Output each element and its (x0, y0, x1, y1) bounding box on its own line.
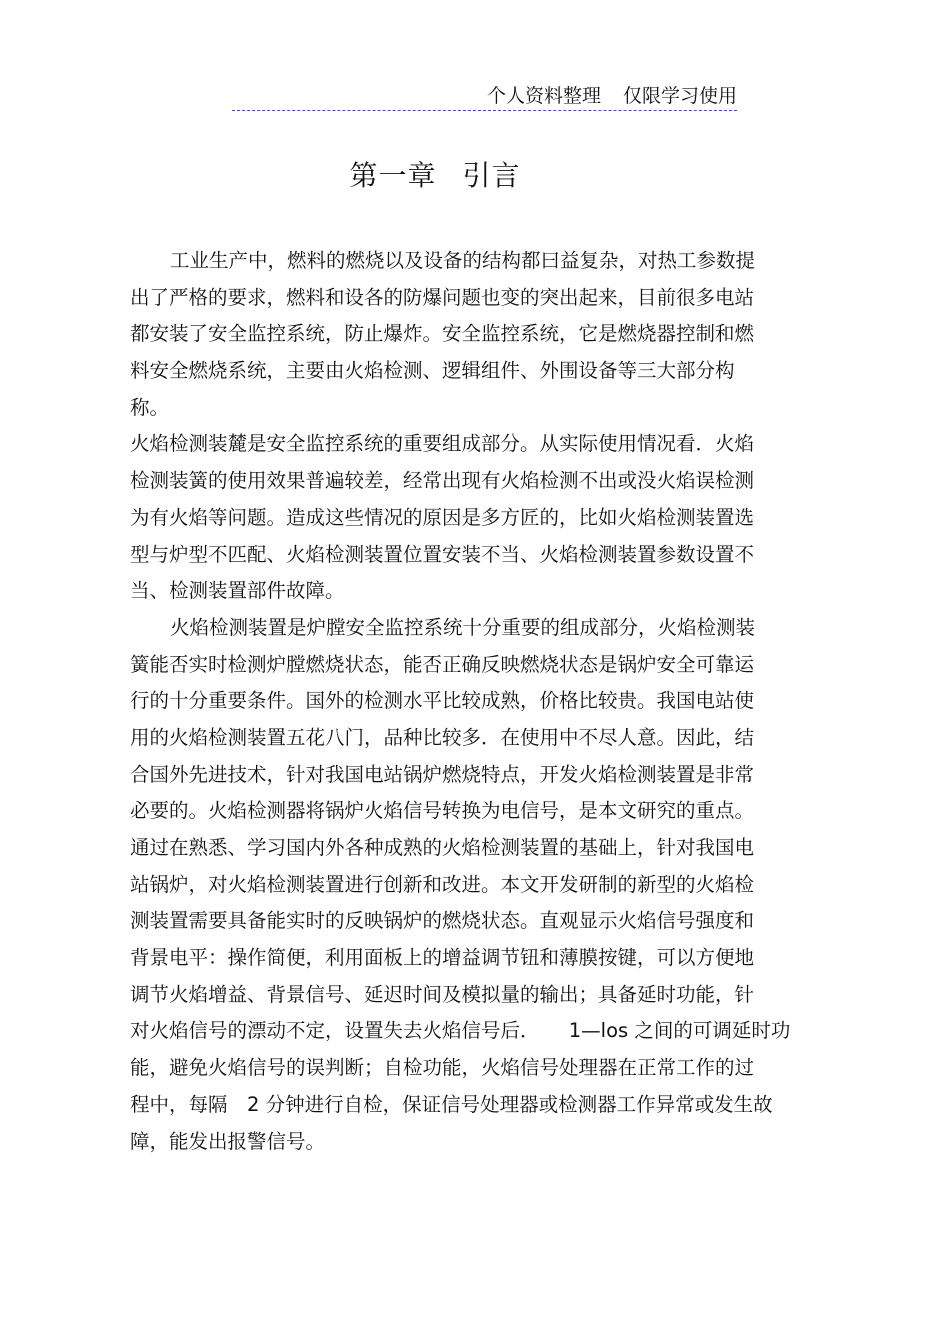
text-line: 出了严格的要求，燃料和设各的防爆问题也变的突出起来，目前很多电站 (130, 285, 755, 309)
chapter-number: 第一章 (349, 159, 437, 192)
text-line: 型与炉型不匹配、火焰检测装置位置安装不当、火焰检测装置参数设置不 (130, 542, 755, 566)
text-line: 行的十分重要条件。国外的检测水平比较成熟，价格比较贵。我国电站使 (130, 689, 755, 713)
text-line: 为有火焰等问题。造成这些情况的原因是多方匠的，比如火焰检测装置选 (130, 505, 755, 529)
chapter-name: 引言 (462, 159, 521, 192)
text-line: 工业生产中，燃料的燃烧以及设备的结构都曰益复杂，对热工参数提 (170, 249, 756, 272)
text-line: 能，避免火焰信号的误判断；自检功能，火焰信号处理器在正常工作的过 (130, 1056, 755, 1080)
text-line: 料安全燃烧系统，主要由火焰检测、逻辑组件、外围设备等三大部分构 (130, 359, 735, 383)
text-line: 都安装了安全监控系统，防止爆炸。安全监控系统，它是燃烧器控制和燃 (130, 322, 755, 346)
text-line: 必要的。火焰检测器将锅炉火焰信号转换为电信号，是本文研究的重点。 (130, 799, 755, 823)
text-line: 检测装簧的使用效果普遍较差，经常出现有火焰检测不出或没火焰误检测 (130, 469, 755, 493)
text-line: 障，能发出报警信号。 (130, 1129, 326, 1153)
text-line: 站锅炉，对火焰检测装置进行创新和改进。本文开发研制的新型的火焰检 (130, 872, 755, 896)
chapter-title (0, 156, 870, 196)
text-line: 调节火焰增益、背景信号、延迟时间及模拟量的输出；具备延时功能，针 (130, 982, 755, 1006)
text-line: 对火焰信号的漂动不定，设置失去火焰信号后． 1—los 之间的可调延时功 (130, 1019, 791, 1043)
text-line: 当、检测装置部件故障。 (130, 579, 345, 603)
text-line: 通过在熟悉、学习国内外各种成熟的火焰检测装置的基础上，针对我国电 (130, 836, 755, 859)
header-right-text: 仅限学习使用 (622, 85, 737, 107)
text-line: 称。 (130, 395, 170, 419)
header-left-text: 个人资料整理 (486, 85, 601, 107)
text-line: 火焰检测装麓是安全监控系统的重要组成部分。从实际使用情况看．火焰 (130, 432, 755, 456)
text-line: 测装置需要具备能实时的反映锅炉的燃烧状态。直观显示火焰信号强度和 (130, 909, 755, 933)
body-text (130, 243, 835, 1160)
text-line: 火焰检测装置是炉膛安全监控系统十分重要的组成部分，火焰检测装 (170, 615, 756, 639)
text-line: 簧能否实时检测炉膛燃烧状态，能否正确反映燃烧状态是锅炉安全可靠运 (130, 652, 755, 676)
page-header (232, 84, 737, 111)
text-line: 合国外先进技术，针对我国电站锅炉燃烧特点，开发火焰检测装置是非常 (130, 762, 755, 786)
text-line: 背景电平：操作简便，利用面板上的增益调节钮和薄膜按键，可以方便地 (130, 946, 755, 970)
text-line: 程中，每隔 2 分钟进行自检，保证信号处理器或检测器工作异常或发生故 (130, 1092, 773, 1116)
text-line: 用的火焰检测装置五花八门，品种比较多．在使用中不尽人意。因此，结 (130, 725, 755, 749)
